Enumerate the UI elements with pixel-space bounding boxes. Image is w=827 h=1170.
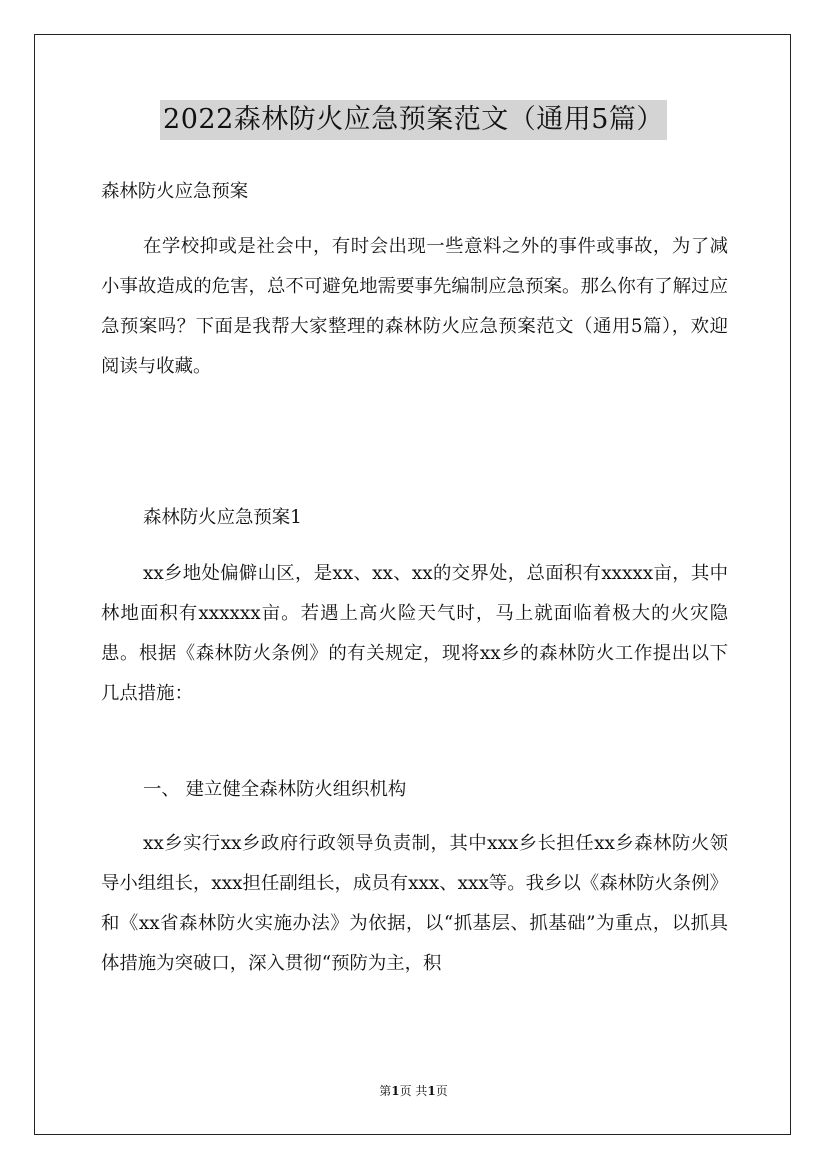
subsection-heading: 森林防火应急预案1 <box>143 507 302 528</box>
footer-text: 第 <box>379 1084 392 1098</box>
page-footer <box>0 1083 827 1099</box>
document-title: 2022森林防火应急预案范文（通用5篇） <box>160 100 667 140</box>
body-paragraph: xx乡地处偏僻山区，是xx、xx、xx的交界处，总面积有xxxxx亩，其中林地面积有xxxxxx亩。若遇上高火险天气时，马上就面临着极大的火灾隐患。根据《森林防火条例》的有关规定，现将xx乡的森林防火工作提出以下几点措施： <box>101 563 728 704</box>
current-page-number: 1 <box>391 1084 400 1098</box>
total-page-number: 1 <box>427 1084 436 1098</box>
section-heading: 森林防火应急预案 <box>101 181 249 202</box>
footer-text: 页 共 <box>399 1084 428 1098</box>
numbered-heading: 一、 建立健全森林防火组织机构 <box>143 779 407 800</box>
intro-paragraph: 在学校抑或是社会中，有时会出现一些意料之外的事件或事故，为了减小事故造成的危害，总不可避免地需要事先编制应急预案。那么你有了解过应急预案吗？下面是我帮大家整理的森林防火应急预案范文（通用5篇），欢迎阅读与收藏。 <box>101 236 728 377</box>
body-paragraph: xx乡实行xx乡政府行政领导负责制，其中xxx乡长担任xx乡森林防火领导小组组长，xxx担任副组长，成员有xxx、xxx等。我乡以《森林防火条例》和《xx省森林防火实施办法》为依据，以“抓基层、抓基础”为重点，以抓具体措施为突破口，深入贯彻“预防为主，积 <box>101 833 728 974</box>
footer-text: 页 <box>435 1084 448 1098</box>
title-container <box>0 100 827 140</box>
